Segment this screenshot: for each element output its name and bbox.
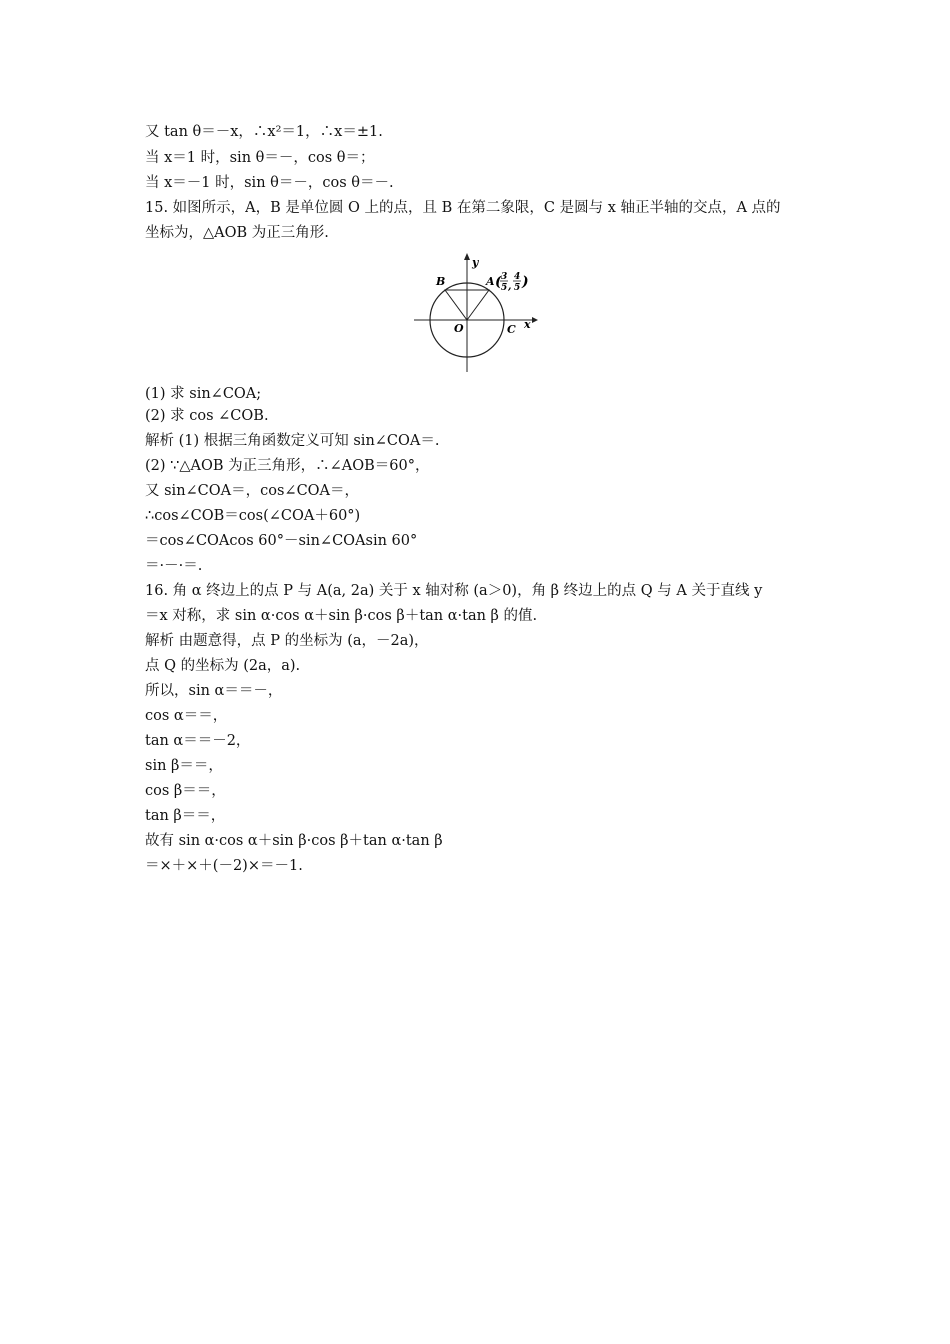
solution-16-line-8: tan β＝＝，	[145, 808, 226, 824]
label-c: C	[507, 323, 516, 336]
solution-15-line-3: 又 sin∠COA＝，cos∠COA＝，	[145, 483, 360, 499]
solution-16-line-6: sin β＝＝，	[145, 758, 223, 774]
x-axis-arrow	[532, 317, 538, 323]
problem-16-line-1: 16. 角 α 终边上的点 P 与 A(a, 2a) 关于 x 轴对称 (a＞0)，角 β 终边上的点 Q 与 A 关于直线 y	[145, 583, 763, 599]
solution-16-line-1: 解析 由题意得，点 P 的坐标为 (a，－2a)，	[145, 633, 429, 649]
frac-x-num: 3	[501, 272, 508, 282]
solution-16-line-5: tan α＝＝－2，	[145, 733, 251, 749]
problem-15-line-2: 坐标为，△AOB 为正三角形.	[145, 225, 329, 241]
solution-15-line-6: ＝·－·＝.	[145, 558, 203, 574]
frac-y-num: 4	[514, 272, 521, 282]
paren-open: (	[495, 274, 502, 290]
solution-15-line-1: 解析 (1) 根据三角函数定义可知 sin∠COA＝.	[145, 433, 440, 449]
label-x: x	[524, 318, 531, 331]
problem-15-line-1: 15. 如图所示，A，B 是单位圆 O 上的点，且 B 在第二象限，C 是圆与 x 轴正半轴的交点，A 点的	[145, 200, 781, 216]
solution-16-line-4: cos α＝＝，	[145, 708, 228, 724]
question-2: (2) 求 cos ∠COB.	[145, 408, 269, 424]
solution-16-line-2: 点 Q 的坐标为 (2a，a).	[145, 658, 301, 674]
label-y: y	[472, 256, 479, 269]
problem-16-line-2: ＝x 对称，求 sin α·cos α＋sin β·cos β＋tan α·tan β 的值.	[145, 608, 538, 624]
solution-15-line-4: ∴cos∠COB＝cos(∠COA＋60°)	[145, 508, 361, 524]
label-a: A	[486, 275, 495, 288]
solution-15-line-5: ＝cos∠COAcos 60°－sin∠COAsin 60°	[145, 533, 418, 549]
frac-y-den: 5	[514, 283, 521, 293]
unit-circle-diagram	[400, 248, 550, 378]
text-line-3: 当 x＝－1 时，sin θ＝－，cos θ＝－.	[145, 175, 394, 191]
solution-15-line-2: (2) ∵△AOB 为正三角形，∴∠AOB＝60°，	[145, 458, 430, 474]
solution-16-line-3: 所以，sin α＝＝－，	[145, 683, 283, 699]
paren-close: )	[522, 274, 529, 290]
label-o: O	[454, 322, 464, 335]
question-1: (1) 求 sin∠COA;	[145, 386, 262, 402]
text-line-1: 又 tan θ＝－x，∴x²＝1，∴x＝±1.	[145, 124, 383, 140]
text-line-2: 当 x＝1 时，sin θ＝－，cos θ＝；	[145, 150, 375, 166]
y-axis-arrow	[464, 253, 470, 260]
solution-16-line-7: cos β＝＝，	[145, 783, 226, 799]
frac-x-den: 5	[501, 283, 508, 293]
unit-circle-figure	[400, 248, 550, 378]
comma: ,	[508, 281, 512, 292]
label-b: B	[436, 275, 446, 288]
solution-16-line-10: ＝×＋×＋(－2)×＝－1.	[145, 858, 303, 874]
solution-16-line-9: 故有 sin α·cos α＋sin β·cos β＋tan α·tan β	[145, 833, 443, 849]
